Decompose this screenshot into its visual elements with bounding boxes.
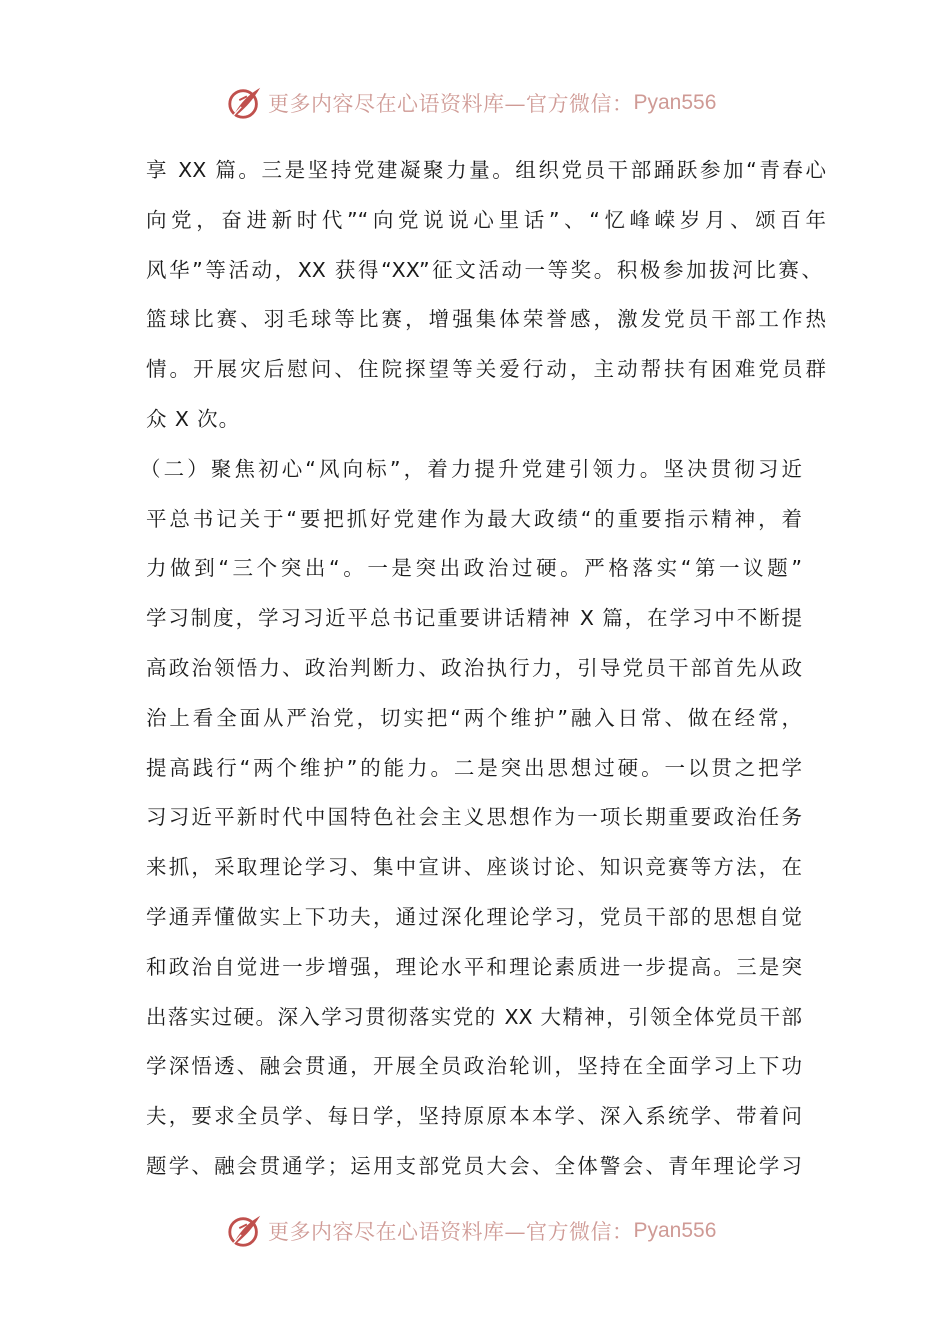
text-line: 享 XX 篇。三是坚持党建凝聚力量。组织党员干部踊跃参加“青春心 (146, 158, 826, 182)
text-line: 夫，要求全员学、每日学，坚持原原本本学、深入系统学、带着问 (146, 1104, 802, 1129)
text-line: 习习近平新时代中国特色社会主义思想作为一项长期重要政治任务 (146, 805, 802, 830)
section-heading-line: （二）聚焦初心“风向标”，着力提升党建引领力。坚决贯彻习近 (140, 456, 802, 481)
text-line: 平总书记关于“要把抓好党建作为最大政绩“的重要指示精神，着 (146, 506, 802, 531)
text-line: 提高践行“两个维护”的能力。二是突出思想过硬。一以贯之把学 (146, 755, 802, 780)
footer-wechat-id: Pyan556 (633, 1219, 717, 1242)
text-line: 来抓，采取理论学习、集中宣讲、座谈讨论、知识竞赛等方法，在 (146, 855, 802, 880)
text-line: 众 X 次。 (146, 406, 240, 431)
text-line: 高政治领悟力、政治判断力、政治执行力，引导党员干部首先从政 (146, 655, 802, 680)
text-line: 出落实过硬。深入学习贯彻落实党的 XX 大精神，引领全体党员干部 (146, 1004, 802, 1029)
quill-logo-icon (226, 84, 264, 122)
header-wechat-id: Pyan556 (633, 91, 717, 114)
text-line: 学深悟透、融会贯通，开展全员政治轮训，坚持在全面学习上下功 (146, 1054, 802, 1079)
header-banner (226, 83, 716, 123)
footer-banner-text: 更多内容尽在心语资料库—官方微信： (268, 1220, 634, 1244)
text-line: 力做到“三个突出“。一是突出政治过硬。严格落实“第一议题” (146, 556, 802, 581)
text-line: 篮球比赛、羽毛球等比赛，增强集体荣誉感，激发党员干部工作热 (146, 307, 826, 332)
footer-banner (226, 1211, 716, 1251)
text-line: 治上看全面从严治党，切实把“两个维护”融入日常、做在经常， (146, 705, 802, 730)
text-line: 情。开展灾后慰问、住院探望等关爱行动，主动帮扶有困难党员群 (146, 357, 826, 382)
document-body (140, 146, 826, 1192)
text-line: 题学、融会贯通学；运用支部党员大会、全体警会、青年理论学习 (146, 1153, 802, 1178)
header-banner-text: 更多内容尽在心语资料库—官方微信： (268, 92, 634, 116)
text-line: 学通弄懂做实上下功夫，通过深化理论学习，党员干部的思想自觉 (146, 904, 802, 929)
text-line: 学习制度，学习习近平总书记重要讲话精神 X 篇，在学习中不断提 (146, 606, 802, 631)
text-line: 和政治自觉进一步增强，理论水平和理论素质进一步提高。三是突 (146, 954, 802, 979)
text-line: 向党，奋进新时代”“向党说说心里话”、“忆峰嵘岁月、颂百年 (146, 207, 826, 232)
quill-logo-icon (226, 1212, 264, 1250)
text-line: 风华”等活动，XX 获得“XX”征文活动一等奖。积极参加拔河比赛、 (146, 257, 822, 282)
